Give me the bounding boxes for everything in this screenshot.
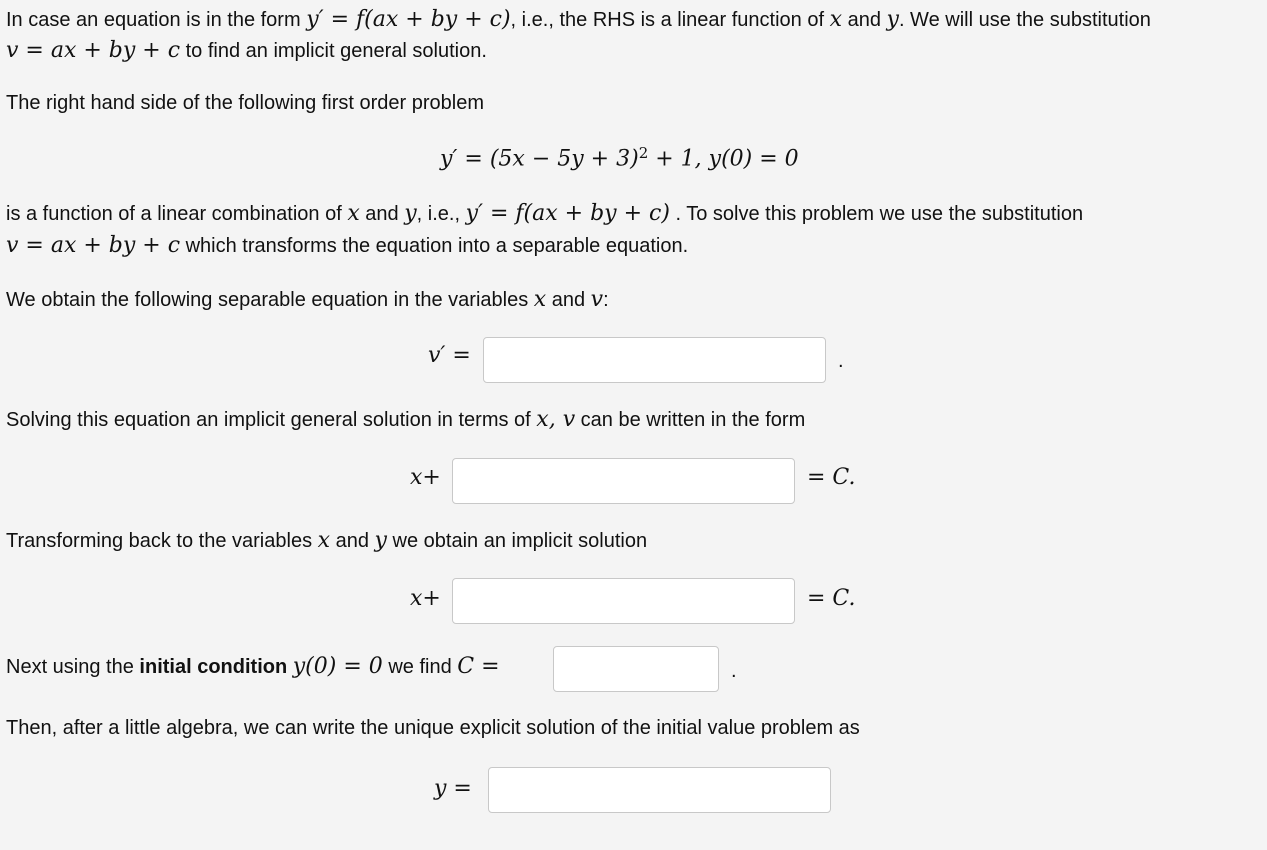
answer3-label: x+: [410, 586, 441, 611]
back-text-1: Transforming back to the variables: [6, 530, 318, 552]
back-and: and: [330, 530, 375, 552]
initial-line: [6, 654, 500, 679]
initial-period: .: [731, 660, 737, 682]
separable-lead: [6, 287, 609, 312]
intro-var-x: x: [829, 7, 843, 32]
answer3-after: = C.: [807, 586, 856, 611]
implicit-text-1: Solving this equation an implicit general solution in terms of: [6, 409, 537, 431]
answer1-period: .: [838, 350, 844, 372]
constant-c-input[interactable]: [553, 646, 719, 692]
implicit-text-2: can be written in the form: [575, 409, 806, 431]
intro-substitution: v = ax + by + c: [6, 38, 181, 63]
linear-math-form: y′ = f(ax + by + c): [465, 201, 670, 226]
answer3-input[interactable]: [452, 578, 795, 624]
initial-text-1: Next using the: [6, 656, 140, 678]
final-lead: Then, after a little algebra, we can write the unique explicit solution of the initial value problem as: [6, 717, 860, 739]
linear-text-4: which transforms the equation into a separable equation.: [180, 235, 689, 257]
explicit-solution-input[interactable]: [488, 767, 831, 813]
separable-var-v: v: [590, 287, 604, 312]
answer2-label: x+: [410, 465, 441, 490]
implicit-lead: [6, 407, 805, 432]
linear-text-1: is a function of a linear combination of: [6, 203, 348, 225]
linear-line-1: [6, 201, 1083, 226]
linear-text-2: , i.e.,: [416, 203, 466, 225]
intro-line-2: [6, 38, 487, 63]
answer2-after: = C.: [807, 465, 856, 490]
initial-bold: initial condition: [139, 656, 288, 678]
intro-text-4: to find an implicit general solution.: [180, 40, 487, 62]
answer1-input[interactable]: [483, 337, 826, 383]
initial-math: y(0) = 0: [292, 654, 383, 679]
linear-var-y: y: [404, 201, 417, 226]
equation-rhs: + 1, y(0) = 0: [648, 146, 799, 172]
separable-var-x: x: [533, 287, 547, 312]
back-text-2: we obtain an implicit solution: [386, 530, 648, 552]
linear-line-2: [6, 233, 688, 258]
intro-and: and: [842, 9, 887, 31]
equation-lhs: y′ = (5x − 5y + 3): [440, 146, 639, 172]
separable-colon: :: [603, 289, 609, 311]
answer4-label: y =: [434, 776, 472, 801]
intro-text-2: , i.e., the RHS is a linear function of: [510, 9, 830, 31]
display-equation: [440, 144, 799, 172]
back-var-y: y: [374, 528, 387, 553]
answer1-label: v′ =: [428, 343, 471, 368]
linear-var-x: x: [347, 201, 360, 226]
linear-substitution: v = ax + by + c: [6, 233, 181, 258]
initial-text-2: we find: [382, 656, 458, 678]
linear-and: and: [359, 203, 405, 225]
intro-line-1: [6, 7, 1151, 32]
separable-text: We obtain the following separable equation in the variables: [6, 289, 534, 311]
intro-text-1: In case an equation is in the form: [6, 9, 307, 31]
implicit-vars: x, v: [536, 407, 576, 432]
back-var-x: x: [317, 528, 331, 553]
answer2-input[interactable]: [452, 458, 795, 504]
separable-and: and: [546, 289, 591, 311]
problem-lead: The right hand side of the following first order problem: [6, 92, 485, 114]
intro-math-form: y′ = f(ax + by + c): [306, 7, 511, 32]
intro-var-y: y: [886, 7, 899, 32]
intro-text-3: . We will use the substitution: [898, 9, 1151, 31]
equation-exponent: 2: [638, 144, 649, 162]
initial-c-equals: C =: [457, 654, 500, 679]
back-lead: [6, 528, 647, 553]
linear-text-3: . To solve this problem we use the substitution: [669, 203, 1084, 225]
